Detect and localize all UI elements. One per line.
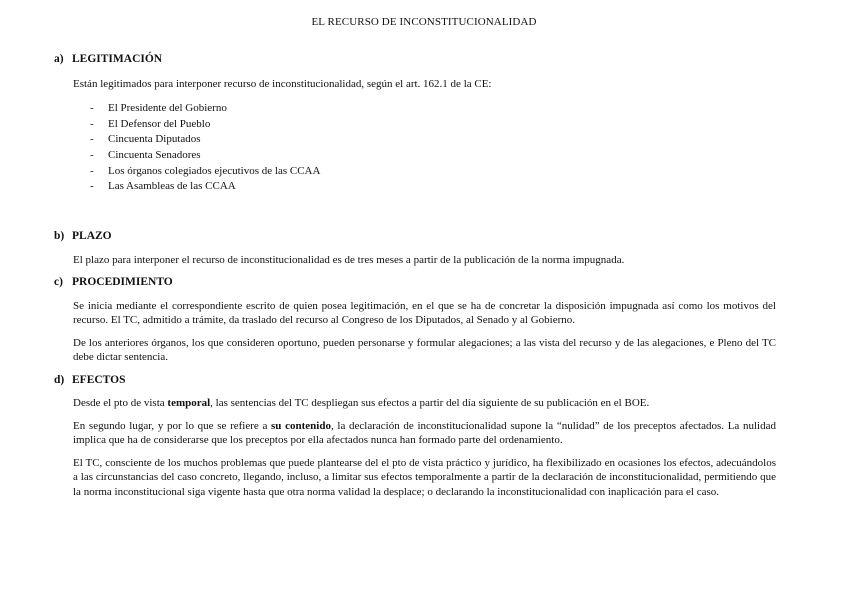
list-item: - El Presidente del Gobierno xyxy=(90,101,776,117)
list-item: - Las Asambleas de las CCAA xyxy=(90,179,776,195)
text-run: En segundo lugar, y por lo que se refiere a xyxy=(73,419,272,432)
paragraph: Se inicia mediante el correspondiente escrito de quien posea legitimación, en el que se ha de concretar la disposición impugnada así como los motivos del recurso. El TC, admitido a trámite, da traslado del recurso al Congreso de los Diputados, al Senado y al Gobierno. xyxy=(73,299,776,327)
section-efectos xyxy=(54,373,776,500)
list-item: - El Defensor del Pueblo xyxy=(90,117,776,133)
section-title: PLAZO xyxy=(72,230,112,243)
list-item: - Cincuenta Senadores xyxy=(90,148,776,164)
section-title: PROCEDIMIENTO xyxy=(72,276,173,289)
section-title: EFECTOS xyxy=(72,373,126,386)
section-heading-b xyxy=(54,229,776,244)
section-heading-a xyxy=(54,52,776,67)
list-item: - Cincuenta Diputados xyxy=(90,132,776,148)
text-run: , la declaración de inconstitucionalidad supone la “nulidad” de los preceptos afectados. La nulidad implica que ha de considerarse que los preceptos por ella afectados nunca han formado parte del ordenamiento. xyxy=(73,419,776,447)
document-body xyxy=(54,52,776,499)
paragraph: El plazo para interponer el recurso de inconstitucionalidad es de tres meses a partir de la publicación de la norma impugnada. xyxy=(73,253,625,266)
section-legitimacion xyxy=(54,52,776,195)
section-heading-c xyxy=(54,275,776,290)
section-letter: b) xyxy=(54,230,65,243)
section-procedimiento xyxy=(54,275,776,365)
section-letter: d) xyxy=(54,373,65,386)
paragraph: El TC, consciente de los muchos problemas que puede plantearse del el pto de vista práctico y jurídico, ha flexibilizado en ocasiones los efectos, adecuándolos a las circunstancias del caso concreto, llegando, incluso, a limitar sus efectos temporalmente a partir de la declaración de inconstitucionalidad, permitiendo que la norma inconstitucional siga vigente hasta que otra norma validad la desplace; o declarando la inconstitucionalidad con inaplicación para el caso. xyxy=(73,456,776,498)
text-run: , las sentencias del TC despliegan sus efectos a partir del día siguiente de su publicación en el BOE. xyxy=(210,397,650,410)
section-letter: c) xyxy=(54,276,63,289)
section-title: LEGITIMACIÓN xyxy=(72,53,163,65)
list-item: - Los órganos colegiados ejecutivos de las CCAA xyxy=(90,164,776,180)
legitimados-list xyxy=(54,101,776,195)
bold-text: su contenido xyxy=(271,419,331,432)
section-plazo xyxy=(54,229,776,267)
document-title: EL RECURSO DE INCONSTITUCIONALIDAD xyxy=(311,16,537,28)
bold-text: temporal xyxy=(167,397,211,410)
paragraph xyxy=(73,419,776,448)
section-letter: a) xyxy=(54,53,64,65)
paragraph: Están legitimados para interponer recurso de inconstitucionalidad, según el art. 162.1 de la CE: xyxy=(73,77,492,90)
paragraph xyxy=(73,396,776,411)
text-run: Desde el pto de vista xyxy=(73,397,168,410)
section-heading-d xyxy=(54,373,776,388)
paragraph: De los anteriores órganos, los que consideren oportuno, pueden personarse y formular alegaciones; a las vista del recurso y de las alegaciones, e Pleno del TC debe dictar sentencia. xyxy=(73,336,776,364)
